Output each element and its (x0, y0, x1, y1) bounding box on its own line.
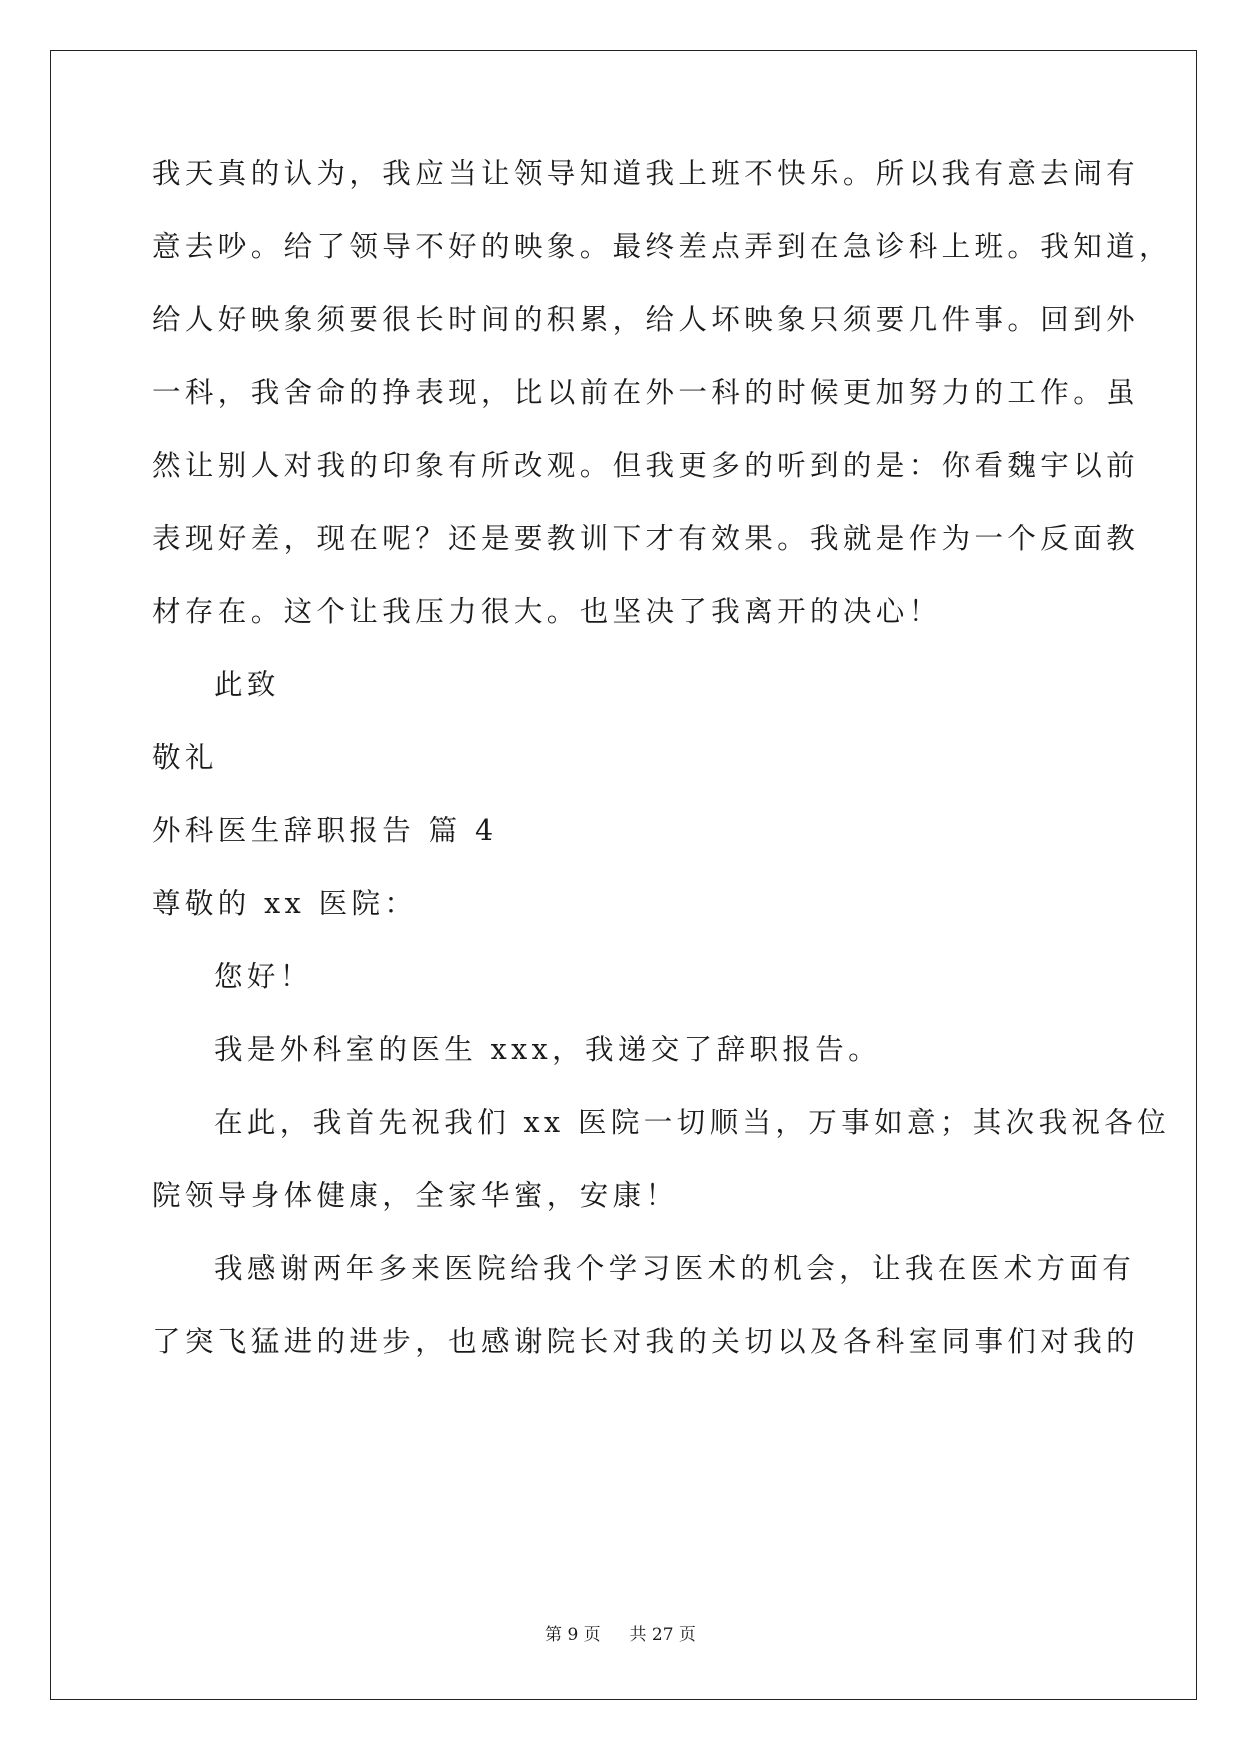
greeting: 您好！ (214, 960, 313, 993)
salutation-regards: 敬礼 (152, 741, 218, 774)
body-line-thanks-1: 我感谢两年多来医院给我个学习医术的机会，让我在医术方面有 (214, 1252, 1136, 1285)
body-line-intro: 我是外科室的医生 xxx，我递交了辞职报告。 (214, 1033, 882, 1066)
section-title: 外科医生辞职报告 篇 4 (152, 814, 498, 847)
body-line-wishes-2: 院领导身体健康，全家华蜜，安康！ (152, 1179, 679, 1212)
page-total: 共 27 页 (629, 1625, 696, 1645)
page-footer (0, 1620, 1241, 1645)
body-line-2: 意去吵。给了领导不好的映象。最终差点弄到在急诊科上班。我知道， (152, 230, 1172, 263)
body-line-4: 一科，我舍命的挣表现，比以前在外一科的时候更加努力的工作。虽 (152, 376, 1140, 409)
body-line-5: 然让别人对我的印象有所改观。但我更多的听到的是：你看魏宇以前 (152, 449, 1140, 482)
page-border (50, 50, 1197, 1700)
addressee: 尊敬的 xx 医院： (152, 887, 418, 920)
body-line-6: 表现好差，现在呢？还是要教训下才有效果。我就是作为一个反面教 (152, 522, 1140, 555)
body-line-7: 材存在。这个让我压力很大。也坚决了我离开的决心！ (152, 595, 942, 628)
body-line-1: 我天真的认为，我应当让领导知道我上班不快乐。所以我有意去闹有 (152, 157, 1140, 190)
body-line-thanks-2: 了突飞猛进的进步，也感谢院长对我的关切以及各科室同事们对我的 (152, 1325, 1140, 1358)
body-line-wishes-1: 在此，我首先祝我们 xx 医院一切顺当，万事如意；其次我祝各位 (214, 1106, 1171, 1139)
body-line-3: 给人好映象须要很长时间的积累，给人坏映象只须要几件事。回到外 (152, 303, 1140, 336)
salutation-closing: 此致 (214, 668, 280, 701)
page-number: 第 9 页 (545, 1625, 601, 1645)
